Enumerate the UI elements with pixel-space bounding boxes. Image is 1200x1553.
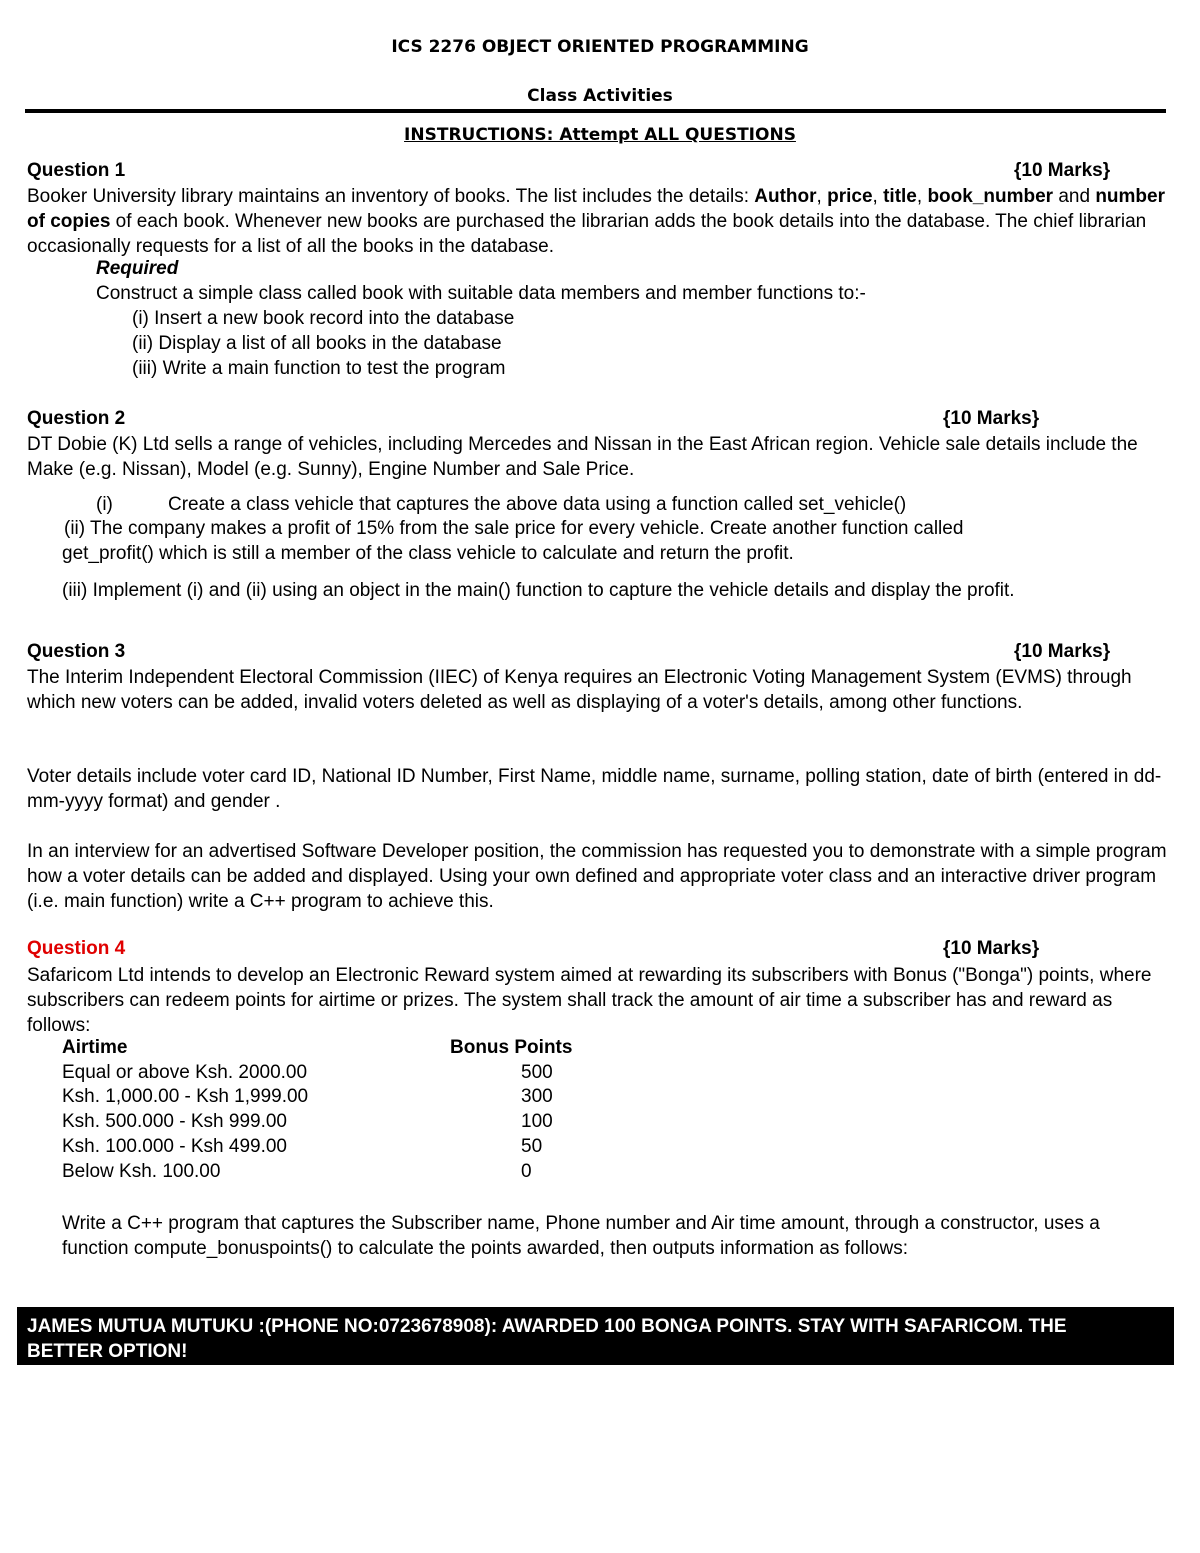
- table-row-airtime: Ksh. 500.000 - Ksh 999.00: [62, 1111, 287, 1132]
- question-2-title: Question 2: [27, 408, 126, 429]
- question-4-marks: {10 Marks}: [943, 938, 1040, 959]
- question-1-item-iii: (iii) Write a main function to test the program: [132, 358, 506, 379]
- question-1-text: Booker University library maintains an inventory of books. The list includes the details: Author, price, title, book_number and number of copies of each book. Whenever new books are purchased the librarian adds the book details into the database. The chief librarian occasionally requests for a list of all the books in the database.: [27, 186, 1166, 257]
- question-1-item-ii: (ii) Display a list of all books in the database: [132, 333, 502, 354]
- question-2-item-ii: (ii) The company makes a profit of 15% from the sale price for every vehicle. Create another function called: [64, 518, 964, 539]
- question-2-marks: {10 Marks}: [943, 408, 1040, 429]
- instructions-text: INSTRUCTIONS: Attempt ALL QUESTIONS: [404, 125, 796, 145]
- field-title: title: [883, 186, 917, 207]
- table-row-points: 50: [521, 1136, 543, 1157]
- course-title: ICS 2276 OBJECT ORIENTED PROGRAMMING: [391, 37, 809, 57]
- table-row-points: 0: [521, 1161, 532, 1182]
- field-author: Author: [754, 186, 817, 207]
- question-3-para-1: The Interim Independent Electoral Commission (IIEC) of Kenya requires an Electronic Voting Management System (EVMS) through which new voters can be added, invalid voters deleted as well as displaying of a voter's details, among other functions.: [27, 667, 1132, 713]
- question-1-marks: {10 Marks}: [1014, 160, 1111, 181]
- table-header-airtime: Airtime: [62, 1037, 128, 1058]
- table-row-points: 100: [521, 1111, 553, 1132]
- question-3-title: Question 3: [27, 641, 126, 662]
- field-book-number: book_number: [927, 186, 1054, 207]
- question-3-marks: {10 Marks}: [1014, 641, 1111, 662]
- field-copies: number of copies: [27, 186, 1166, 232]
- question-4-text: Safaricom Ltd intends to develop an Electronic Reward system aimed at rewarding its subscribers with Bonus ("Bonga") points, where subscribers can redeem points for airtime or prizes. The system shall track the amount of air time a subscriber has and reward as follows:: [27, 965, 1152, 1036]
- question-4-title: Question 4: [27, 938, 126, 959]
- instructions-line: [0, 125, 1200, 145]
- question-3-para-2: Voter details include voter card ID, National ID Number, First Name, middle name, surname, polling station, date of birth (entered in dd-mm-yyyy format) and gender .: [27, 766, 1162, 812]
- table-header-bonus-points: Bonus Points: [450, 1037, 573, 1058]
- table-row-airtime: Below Ksh. 100.00: [62, 1161, 221, 1182]
- header-divider: [25, 109, 1166, 113]
- question-2-text: DT Dobie (K) Ltd sells a range of vehicles, including Mercedes and Nissan in the East African region. Vehicle sale details include the Make (e.g. Nissan), Model (e.g. Sunny), Engine Number and Sale Price.: [27, 434, 1138, 480]
- question-3-para-3: In an interview for an advertised Software Developer position, the commission has requested you to demonstrate with a simple program how a voter details can be added and displayed. Using your own defined and appropriate voter class and an interactive driver program (i.e. main function) write a C++ program to achieve this.: [27, 841, 1167, 912]
- table-row-points: 500: [521, 1062, 553, 1083]
- table-row-airtime: Ksh. 100.000 - Ksh 499.00: [62, 1136, 287, 1157]
- table-row-airtime: Equal or above Ksh. 2000.00: [62, 1062, 308, 1083]
- sample-output-box: [17, 1307, 1174, 1365]
- required-label: Required: [96, 258, 179, 279]
- table-row-airtime: Ksh. 1,000.00 - Ksh 1,999.00: [62, 1086, 309, 1107]
- question-2-item-ii-cont: get_profit() which is still a member of the class vehicle to calculate and return the profit.: [62, 543, 794, 564]
- question-2-item-i: Create a class vehicle that captures the above data using a function called set_vehicle(): [168, 494, 907, 515]
- document-subtitle: Class Activities: [527, 86, 673, 106]
- field-price: price: [827, 186, 873, 207]
- question-1-item-i: (i) Insert a new book record into the database: [132, 308, 515, 329]
- construct-text: Construct a simple class called book with suitable data members and member functions to:-: [96, 283, 866, 304]
- sample-output-text: JAMES MUTUA MUTUKU :(PHONE NO:0723678908): AWARDED 100 BONGA POINTS. STAY WITH SAFARICOM. THE BETTER OPTION!: [27, 1316, 1067, 1362]
- question-4-instruction: Write a C++ program that captures the Subscriber name, Phone number and Air time amount, through a constructor, uses a function compute_bonuspoints() to calculate the points awarded, then outputs information as follows:: [62, 1213, 1100, 1259]
- table-row-points: 300: [521, 1086, 553, 1107]
- question-2-item-i-label: (i): [96, 494, 113, 515]
- question-1-title: Question 1: [27, 160, 126, 181]
- question-2-item-iii: (iii) Implement (i) and (ii) using an object in the main() function to capture the vehicle details and display the profit.: [62, 580, 1015, 601]
